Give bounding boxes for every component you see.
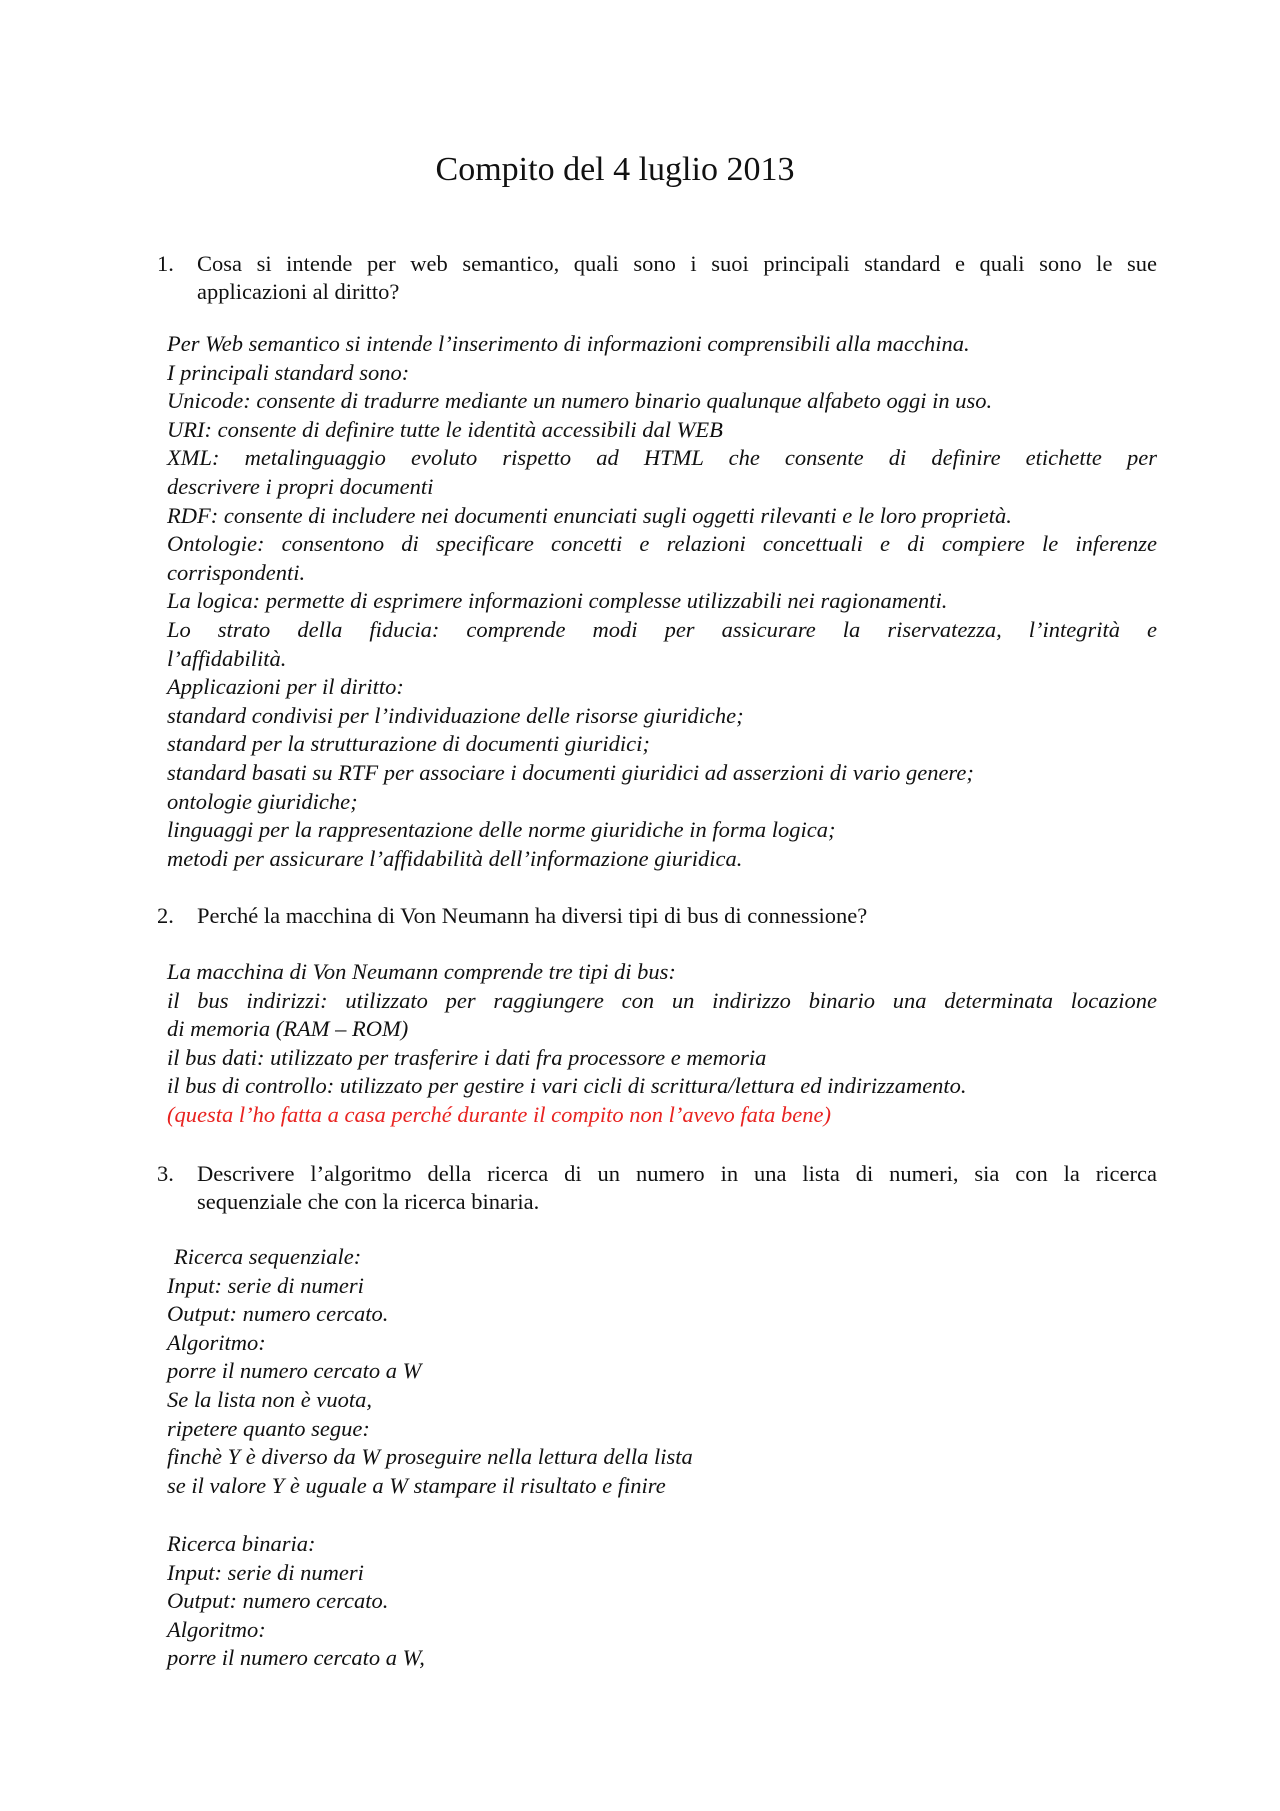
answer-line: URI: consente di definire tutte le identità accessibili dal WEB: [167, 416, 723, 442]
question-1: [157, 250, 1157, 306]
answer-line: Output: numero cercato.: [167, 1301, 389, 1327]
answer-2: [167, 958, 1157, 1130]
answer-line: l’affidabilità.: [167, 645, 287, 671]
answer-line: Input: serie di numeri: [167, 1559, 364, 1585]
answer-line: Input: serie di numeri: [167, 1272, 364, 1298]
answer-subheading: Ricerca binaria:: [167, 1531, 316, 1556]
answer-line: metodi per assicurare l’affidabilità dell’informazione giuridica.: [167, 845, 743, 871]
answer-line: ontologie giuridiche;: [167, 788, 358, 814]
answer-3-sequential: [167, 1243, 1157, 1500]
answer-line: il bus indirizzi: utilizzato per raggiungere con un indirizzo binario una determinata locazione: [167, 987, 1157, 1013]
answer-line: il bus dati: utilizzato per trasferire i dati fra processore e memoria: [167, 1044, 767, 1070]
answer-line: corrispondenti.: [167, 559, 306, 585]
answer-line: finchè Y è diverso da W proseguire nella lettura della lista: [167, 1444, 693, 1470]
question-text-line: Perché la macchina di Von Neumann ha diversi tipi di bus di connessione?: [197, 903, 868, 928]
answer-line: linguaggi per la rappresentazione delle norme giuridiche in forma logica;: [167, 817, 836, 843]
question-text-line: applicazioni al diritto?: [197, 279, 400, 304]
answer-line: standard per la strutturazione di documenti giuridici;: [167, 731, 650, 757]
answer-line: ripetere quanto segue:: [167, 1415, 370, 1441]
answer-line: Se la lista non è vuota,: [167, 1386, 372, 1412]
question-number: 1.: [157, 251, 174, 276]
question-text-line: Descrivere l’algoritmo della ricerca di un numero in una lista di numeri, sia con la ricerca: [197, 1161, 1157, 1186]
question-2: [157, 902, 1157, 930]
answer-line: Unicode: consente di tradurre mediante un numero binario qualunque alfabeto oggi in uso.: [167, 388, 993, 414]
answer-line: La logica: permette di esprimere informazioni complesse utilizzabili nei ragionamenti.: [167, 588, 948, 614]
question-number: 3.: [157, 1161, 174, 1186]
question-text-line: Cosa si intende per web semantico, quali sono i suoi principali standard e quali sono le sue: [197, 251, 1157, 276]
answer-line: I principali standard sono:: [167, 359, 410, 385]
answer-line: standard condivisi per l’individuazione delle risorse giuridiche;: [167, 702, 744, 728]
answer-line: XML: metalinguaggio evoluto rispetto ad HTML che consente di definire etichette per: [167, 445, 1157, 471]
question-3: [157, 1160, 1157, 1216]
answer-line: descrivere i propri documenti: [167, 473, 434, 499]
answer-line: standard basati su RTF per associare i documenti giuridici ad asserzioni di vario genere;: [167, 759, 974, 785]
answer-line: il bus di controllo: utilizzato per gestire i vari cicli di scrittura/lettura ed indirizzamento.: [167, 1073, 967, 1099]
answer-line: di memoria (RAM – ROM): [167, 1016, 409, 1042]
answer-1: [167, 330, 1157, 873]
answer-line: Lo strato della fiducia: comprende modi per assicurare la riservatezza, l’integrità e: [167, 616, 1157, 642]
answer-line: Applicazioni per il diritto:: [167, 674, 404, 700]
answer-line: porre il numero cercato a W,: [167, 1645, 425, 1671]
answer-line: Algoritmo:: [167, 1616, 266, 1642]
answer-line: Algoritmo:: [167, 1329, 266, 1355]
answer-line: Output: numero cercato.: [167, 1588, 389, 1614]
answer-line: porre il numero cercato a W: [167, 1358, 422, 1384]
answer-line: RDF: consente di includere nei documenti enunciati sugli oggetti rilevanti e le loro proprietà.: [167, 502, 1012, 528]
answer-line: La macchina di Von Neumann comprende tre tipi di bus:: [167, 959, 676, 984]
question-text-line: sequenziale che con la ricerca binaria.: [197, 1189, 540, 1214]
answer-line: Ontologie: consentono di specificare concetti e relazioni concettuali e di compiere le inferenze: [167, 531, 1157, 557]
answer-3-binary: [167, 1530, 1157, 1673]
handwritten-note: (questa l’ho fatta a casa perché durante il compito non l’avevo fata bene): [167, 1101, 832, 1127]
page-title: Compito del 4 luglio 2013: [435, 151, 795, 188]
answer-line: se il valore Y è uguale a W stampare il risultato e finire: [167, 1472, 666, 1498]
question-number: 2.: [157, 903, 174, 928]
answer-subheading: Ricerca sequenziale:: [174, 1244, 362, 1269]
answer-line: Per Web semantico si intende l’inserimento di informazioni comprensibili alla macchina.: [167, 331, 970, 356]
